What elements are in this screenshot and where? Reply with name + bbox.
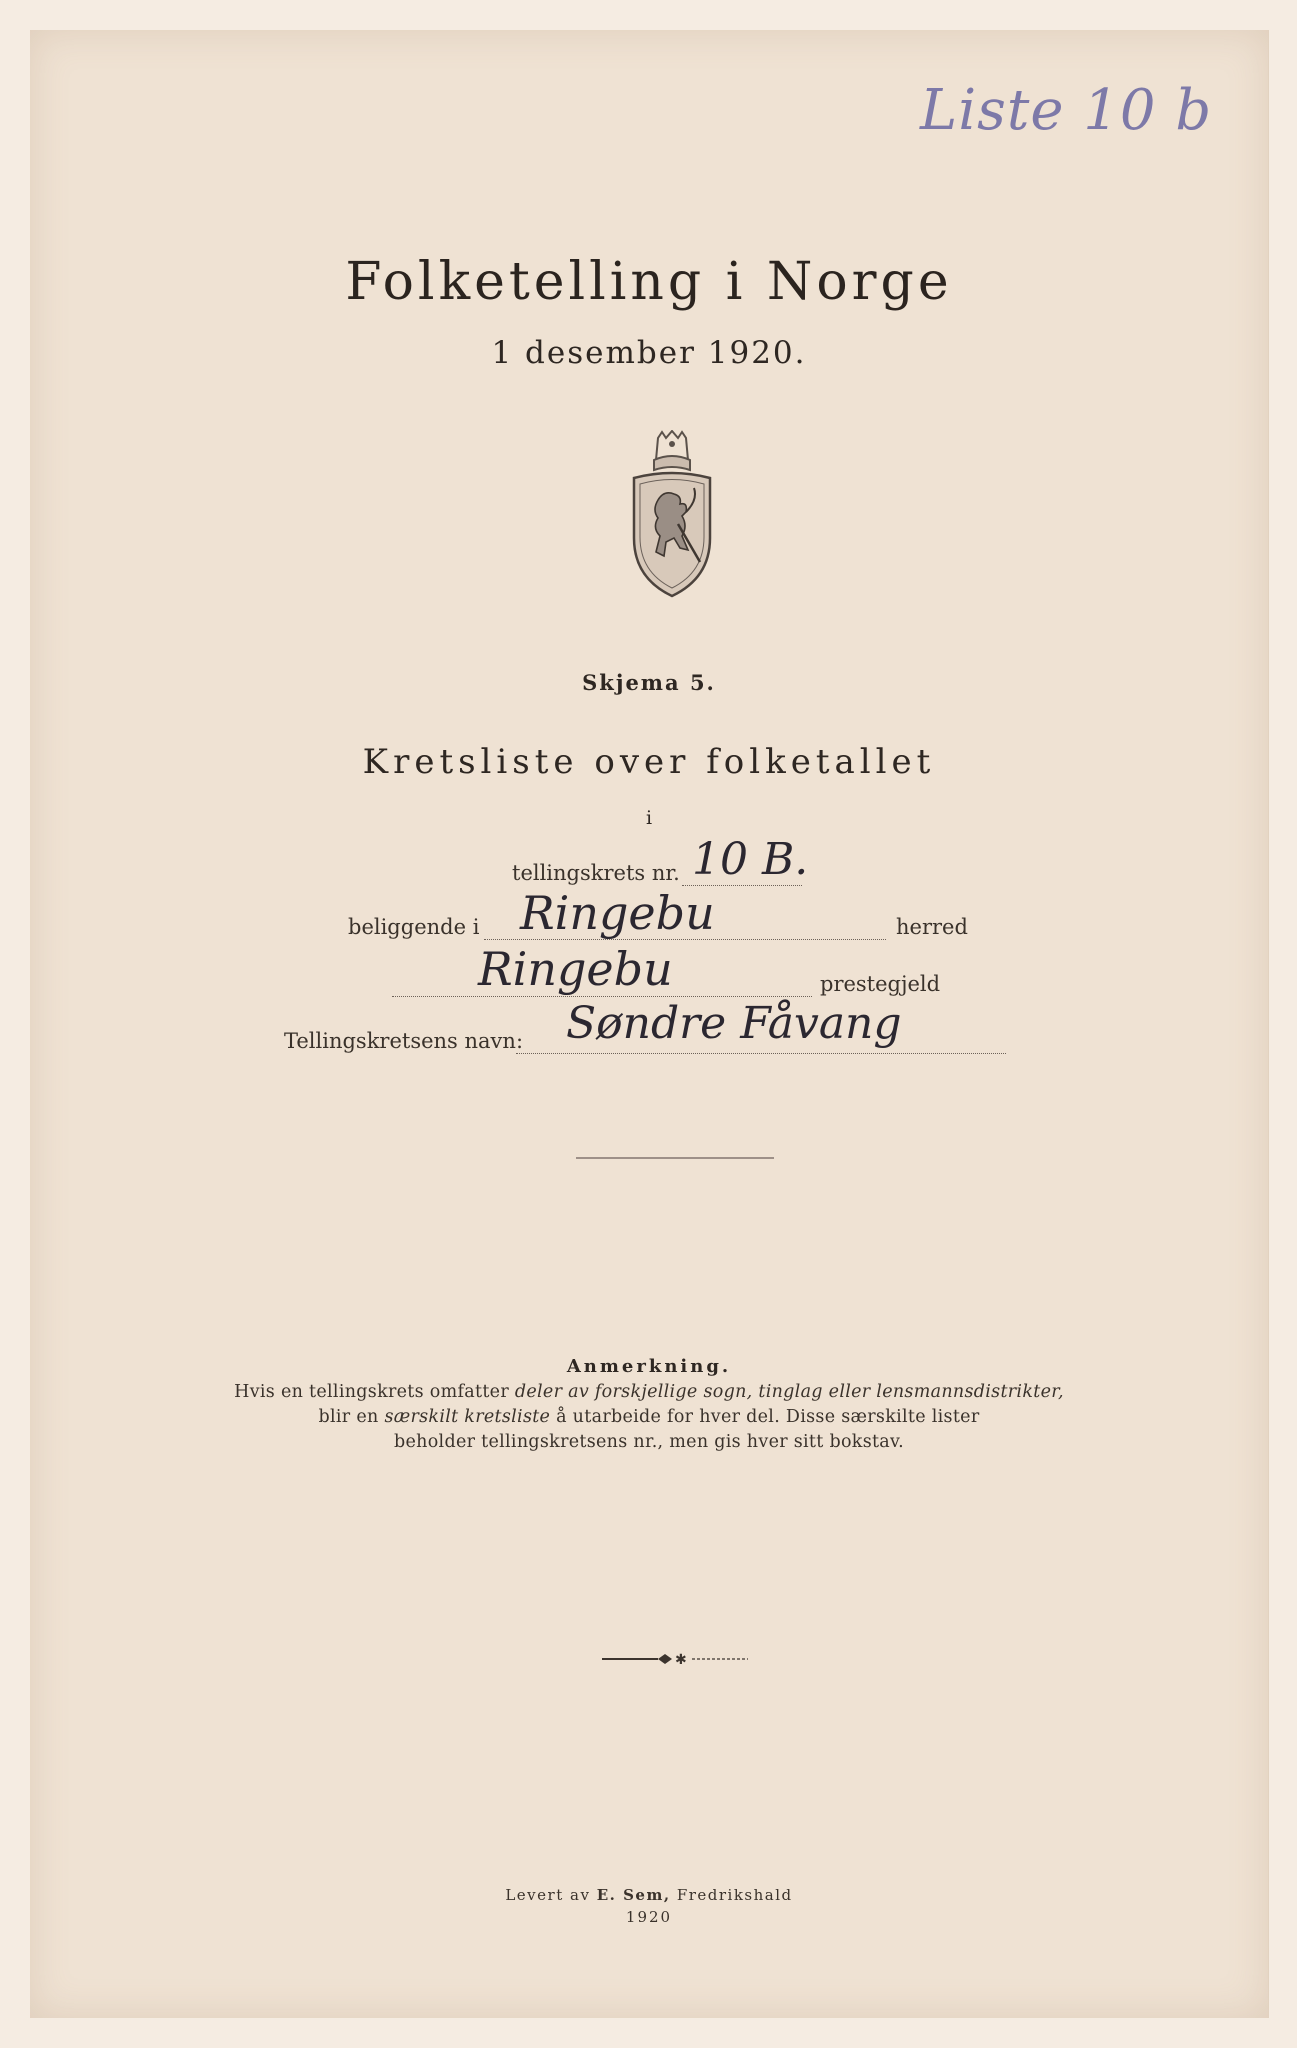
connector-word: i [645,807,653,829]
census-date: 1 desember 1920. [491,335,807,371]
note-line-3: beholder tellingskretsens nr., men gis hver sitt bokstav. [393,1432,905,1452]
prestegjeld-value: Ringebu [478,942,673,996]
section-divider [576,1157,774,1159]
printer-year: 1920 [625,1908,673,1926]
note-line-1-text: Hvis en tellingskrets omfatter [234,1382,515,1402]
note-line-2 [30,1407,1268,1427]
printer-prefix: Levert av [505,1886,597,1904]
schema-number: Skjema 5. [582,670,716,695]
note-line-1-italic: deler av forskjellige sogn, tinglag eller lensmannsdistrikter, [514,1382,1064,1402]
prestegjeld-line [392,996,812,997]
note-title: Anmerkning. [566,1356,732,1377]
beliggende-value: Ringebu [520,886,715,940]
kretsnavn-value: Søndre Fåvang [566,998,902,1049]
printer-name: E. Sem, [596,1886,671,1904]
note-line-1 [30,1382,1268,1402]
note-line-2-text-a: blir en [318,1407,385,1427]
census-form-page [30,30,1269,2018]
kretsnavn-label: Tellingskretsens navn: [284,1029,524,1053]
tellingskrets-value: 10 B. [692,834,809,885]
form-heading: Kretsliste over folketallet [362,742,936,782]
printer-credit [30,1886,1268,1904]
page-title: Folketelling i Norge [345,252,953,312]
herred-label: herred [896,915,968,939]
note-line-2-text-c: å utarbeide for hver del. Disse særskilte lister [550,1407,980,1427]
norwegian-coat-of-arms-icon [624,430,720,600]
svg-text:✱: ✱ [675,1652,687,1666]
divider-ornament-icon [602,1652,748,1666]
prestegjeld-label: prestegjeld [820,972,941,996]
printer-city: Fredrikshald [670,1886,793,1904]
beliggende-label: beliggende i [348,915,480,939]
tellingskrets-label: tellingskrets nr. [512,861,680,885]
note-line-2-italic: særskilt kretsliste [384,1407,551,1427]
kretsnavn-line [516,1053,1006,1054]
handwritten-list-number: Liste 10 b [920,78,1213,143]
